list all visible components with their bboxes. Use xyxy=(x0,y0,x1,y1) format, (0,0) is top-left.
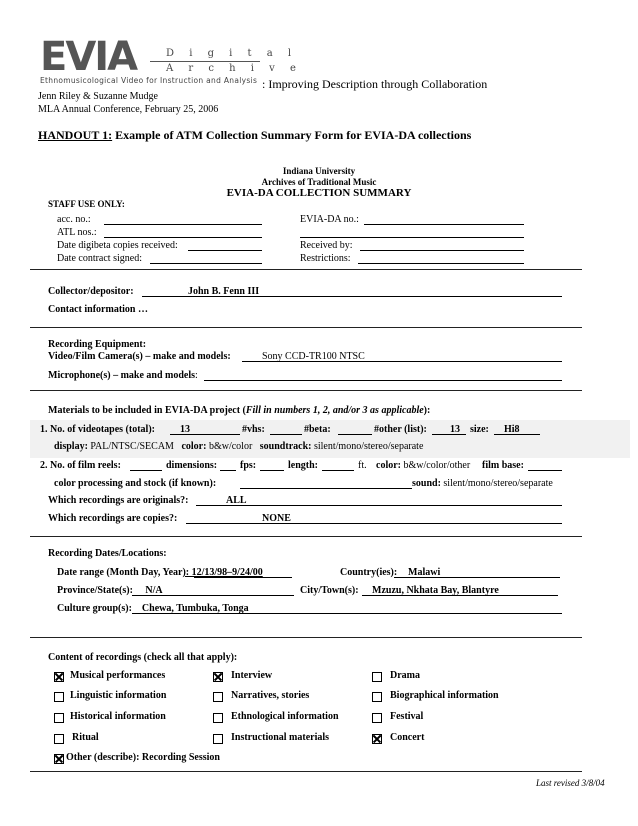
handout-label: HANDOUT 1: xyxy=(38,128,113,142)
label-linguistic-information: Linguistic information xyxy=(70,690,167,701)
label-ethnological-information: Ethnological information xyxy=(231,711,339,722)
contact-label: Contact information … xyxy=(48,304,148,315)
collector-value[interactable]: John B. Fenn III xyxy=(188,286,260,297)
fps-label: fps: xyxy=(240,460,257,471)
videotapes-total[interactable]: 13 xyxy=(180,424,190,435)
label-other: Other (describe): Recording Session xyxy=(66,752,220,763)
display-value[interactable]: PAL/NTSC/SECAM xyxy=(90,441,174,452)
label-biographical-information: Biographical information xyxy=(390,690,499,701)
handout-title: Example of ATM Collection Summary Form for EVIA-DA collections xyxy=(115,128,472,142)
form-institution: Indiana University xyxy=(282,166,356,176)
checkbox-ethnological-information[interactable] xyxy=(213,713,223,723)
culture-field xyxy=(132,613,562,614)
mic-label: Microphone(s) – make and models xyxy=(48,370,196,381)
checkbox-drama[interactable] xyxy=(372,672,382,682)
size-field xyxy=(494,434,540,435)
country-value[interactable]: Malawi xyxy=(408,567,441,578)
camera-label: Video/Film Camera(s) – make and models: xyxy=(48,351,231,362)
film-color-label: color: xyxy=(376,460,401,471)
length-label: length: xyxy=(288,460,318,471)
mic-colon: : xyxy=(195,370,198,381)
color-label: color: xyxy=(181,441,207,452)
handout-heading xyxy=(38,128,471,143)
culture-value[interactable]: ): Chewa, Tumbuka, Tonga xyxy=(125,603,249,614)
film-color-row xyxy=(376,460,470,471)
section-divider xyxy=(30,536,582,537)
vhs-label: #vhs: xyxy=(242,424,265,435)
beta-label: #beta: xyxy=(304,424,331,435)
city-value[interactable]: Mzuzu, Nkhata Bay, Blantyre xyxy=(372,585,499,596)
materials-heading-start: Materials to be included in EVIA-DA project ( xyxy=(48,405,246,416)
header-subtitle: : Improving Description through Collaboration xyxy=(262,77,488,91)
contract-field[interactable] xyxy=(150,263,262,264)
vhs-field[interactable] xyxy=(270,434,302,435)
date-range-label: Date range (Month Day, Year xyxy=(57,567,183,578)
beta-field[interactable] xyxy=(338,434,372,435)
digibeta-label: Date digibeta copies received: xyxy=(57,240,178,251)
content-heading: Content of recordings (check all that apply): xyxy=(48,652,238,663)
film-base-label: film base: xyxy=(482,460,524,471)
checkbox-concert[interactable] xyxy=(372,734,382,744)
size-label: size: xyxy=(470,424,489,435)
city-label: City/Town(s): xyxy=(300,585,359,596)
atl-nos-field[interactable] xyxy=(104,237,262,238)
originals-label: Which recordings are originals?: xyxy=(48,495,189,506)
display-row xyxy=(54,441,423,452)
checkbox-interview[interactable] xyxy=(213,672,223,682)
contract-label: Date contract signed: xyxy=(57,253,142,264)
mic-field[interactable] xyxy=(204,380,562,381)
section-divider xyxy=(30,327,582,328)
film-reels-field[interactable] xyxy=(130,470,162,471)
processing-label: color processing and stock (if known): xyxy=(54,478,217,489)
acc-no-field[interactable] xyxy=(104,224,262,225)
section-divider xyxy=(30,637,582,638)
checkbox-narratives-stories[interactable] xyxy=(213,692,223,702)
copies-value[interactable]: NONE xyxy=(262,513,291,524)
logo-tagline: Ethnomusicological Video for Instruction and Analysis xyxy=(40,76,258,85)
logo-rule xyxy=(150,61,260,62)
label-musical-performances: Musical performances xyxy=(70,670,166,681)
length-field[interactable] xyxy=(322,470,354,471)
label-ritual: Ritual xyxy=(72,732,99,743)
camera-field xyxy=(242,361,562,362)
soundtrack-label: soundtrack: xyxy=(259,441,312,452)
checkbox-linguistic-information[interactable] xyxy=(54,692,64,702)
date-range-value[interactable]: ): 12/13/98–9/24/00 xyxy=(182,567,263,578)
province-value[interactable]: ): N/A xyxy=(126,585,163,596)
section-divider xyxy=(30,269,582,270)
label-drama: Drama xyxy=(390,670,420,681)
label-narratives-stories: Narratives, stories xyxy=(231,690,310,701)
form-archive: Archives of Traditional Music xyxy=(261,177,377,187)
color-value[interactable]: b&w/color xyxy=(208,441,253,452)
fps-field[interactable] xyxy=(260,470,284,471)
dimensions-field[interactable] xyxy=(220,470,236,471)
section-divider xyxy=(30,390,582,391)
staff-use-label: STAFF USE ONLY: xyxy=(48,199,125,209)
film-base-field[interactable] xyxy=(528,470,562,471)
atl-nos-label: ATL nos.: xyxy=(57,227,97,238)
dates-heading: Recording Dates/Locations: xyxy=(48,548,167,559)
evia-no-label: EVIA-DA no.: xyxy=(300,214,359,225)
size-value[interactable]: Hi8 xyxy=(504,424,520,435)
province-field xyxy=(132,595,294,596)
logo-archive-text: A r c h i v e xyxy=(166,63,302,74)
form-title: EVIA-DA COLLECTION SUMMARY xyxy=(226,187,412,199)
videotapes-label: 1. No. of videotapes (total): xyxy=(40,424,155,435)
restrictions-label: Restrictions: xyxy=(300,253,351,264)
mic-label-wrap xyxy=(48,370,198,381)
ft-label: ft. xyxy=(358,460,367,471)
originals-field xyxy=(196,505,562,506)
country-label: Country(ies): xyxy=(340,567,398,578)
other-value[interactable]: 13 xyxy=(450,424,460,435)
checkbox-festival[interactable] xyxy=(372,713,382,723)
other-label: #other (list): xyxy=(374,424,427,435)
received-by-field[interactable] xyxy=(360,250,524,251)
evia-no-field[interactable] xyxy=(364,224,524,225)
processing-field[interactable] xyxy=(240,488,412,489)
collector-field xyxy=(142,296,562,297)
label-interview: Interview xyxy=(231,670,273,681)
collector-label: Collector/depositor: xyxy=(48,286,134,297)
city-field xyxy=(362,595,558,596)
camera-value[interactable]: Sony CCD-TR100 NTSC xyxy=(262,351,365,362)
digibeta-field[interactable] xyxy=(188,250,262,251)
soundtrack-value[interactable]: silent/mono/stereo/separate xyxy=(313,441,424,452)
label-concert: Concert xyxy=(390,732,425,743)
restrictions-field[interactable] xyxy=(358,263,524,264)
originals-value[interactable]: ALL xyxy=(226,495,247,506)
sound-value[interactable]: silent/mono/stereo/separate xyxy=(443,478,553,489)
logo-main-text: EVIA xyxy=(40,34,137,80)
last-revised: Last revised 3/8/04 xyxy=(536,778,605,788)
materials-heading-end: ): xyxy=(423,405,431,416)
acc-no-label: acc. no.: xyxy=(57,214,91,225)
header-conference: MLA Annual Conference, February 25, 2006 xyxy=(38,104,219,115)
logo-digital-text: D i g i t a l xyxy=(166,48,298,59)
videotapes-field xyxy=(170,434,240,435)
label-instructional-materials: Instructional materials xyxy=(231,732,330,743)
display-label: display: xyxy=(54,441,88,452)
checkbox-other[interactable] xyxy=(54,754,64,764)
checkbox-instructional-materials[interactable] xyxy=(213,734,223,744)
equipment-heading: Recording Equipment: xyxy=(48,339,147,350)
sound-row xyxy=(412,478,553,489)
province-label: Province/State(s xyxy=(57,585,127,596)
materials-heading xyxy=(48,405,430,416)
sound-label: sound: xyxy=(412,478,441,489)
date-range-field xyxy=(194,577,292,578)
blank-field[interactable] xyxy=(300,237,524,238)
film-color-value[interactable]: b&w/color/other xyxy=(403,460,471,471)
header-authors: Jenn Riley & Suzanne Mudge xyxy=(38,91,158,102)
checkbox-ritual[interactable] xyxy=(54,734,64,744)
copies-label: Which recordings are copies?: xyxy=(48,513,178,524)
country-field xyxy=(394,577,560,578)
other-field xyxy=(432,434,466,435)
label-festival: Festival xyxy=(390,711,424,722)
checkbox-musical-performances[interactable] xyxy=(54,672,64,682)
materials-heading-italic: Fill in numbers 1, 2, and/or 3 as applicable xyxy=(245,405,424,416)
received-by-label: Received by: xyxy=(300,240,353,251)
copies-field xyxy=(186,523,562,524)
section-divider xyxy=(30,771,582,772)
dimensions-label: dimensions: xyxy=(166,460,218,471)
culture-label: Culture group(s xyxy=(57,603,126,614)
checkbox-biographical-information[interactable] xyxy=(372,692,382,702)
checkbox-historical-information[interactable] xyxy=(54,713,64,723)
label-historical-information: Historical information xyxy=(70,711,166,722)
film-reels-label: 2. No. of film reels: xyxy=(40,460,121,471)
